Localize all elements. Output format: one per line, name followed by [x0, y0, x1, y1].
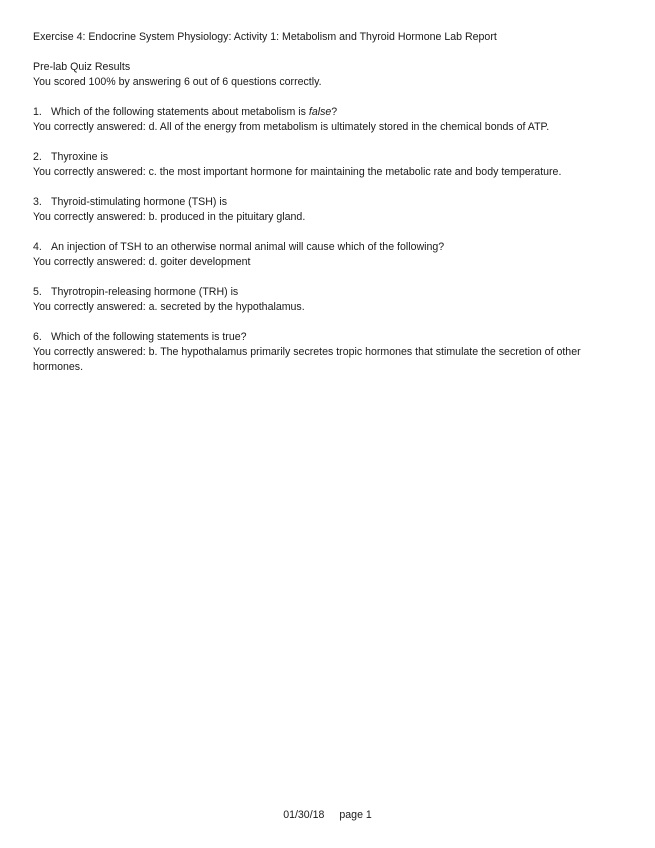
footer-date: 01/30/18	[283, 809, 325, 821]
question-text: Thyroid-stimulating hormone (TSH) is	[51, 196, 228, 208]
question-answer: You correctly answered: a. secreted by the hypothalamus.	[33, 301, 305, 313]
question-prompt	[33, 195, 623, 210]
question-answer: You correctly answered: d. All of the energy from metabolism is ultimately stored in the chemical bonds of ATP.	[33, 121, 550, 133]
report-page	[33, 30, 623, 390]
question-item	[33, 195, 623, 225]
footer-page-number: page 1	[339, 809, 372, 821]
question-text: Thyroxine is	[51, 151, 109, 163]
question-text: An injection of TSH to an otherwise normal animal will cause which of the following?	[51, 241, 445, 253]
question-answer: You correctly answered: c. the most important hormone for maintaining the metabolic rate and body temperature.	[33, 166, 562, 178]
question-prompt	[33, 240, 623, 255]
quiz-results-heading: Pre-lab Quiz Results	[33, 61, 131, 73]
question-prompt	[33, 330, 623, 345]
question-number: 1.	[33, 106, 42, 118]
question-item	[33, 150, 623, 180]
question-text: Which of the following statements about metabolism is	[51, 106, 309, 118]
question-number: 5.	[33, 286, 42, 298]
document-title: Exercise 4: Endocrine System Physiology: Activity 1: Metabolism and Thyroid Hormone Lab Report	[33, 31, 497, 43]
question-number: 6.	[33, 331, 42, 343]
question-text: Which of the following statements is true?	[51, 331, 247, 343]
question-answer: You correctly answered: d. goiter development	[33, 256, 251, 268]
quiz-score: You scored 100% by answering 6 out of 6 questions correctly.	[33, 76, 322, 88]
question-answer: You correctly answered: b. The hypothalamus primarily secretes tropic hormones that stimulate the secretion of other hormones.	[33, 346, 581, 373]
question-answer: You correctly answered: b. produced in the pituitary gland.	[33, 211, 306, 223]
question-item	[33, 240, 623, 270]
question-text: Thyrotropin-releasing hormone (TRH) is	[51, 286, 239, 298]
page-footer	[0, 808, 655, 823]
question-item	[33, 285, 623, 315]
question-text-end: ?	[331, 106, 338, 118]
question-item	[33, 105, 623, 135]
question-emphasis: false	[308, 106, 332, 118]
question-prompt	[33, 150, 623, 165]
question-number: 4.	[33, 241, 42, 253]
question-item	[33, 330, 623, 375]
question-number: 2.	[33, 151, 42, 163]
question-number: 3.	[33, 196, 42, 208]
question-prompt	[33, 105, 623, 120]
question-prompt	[33, 285, 623, 300]
